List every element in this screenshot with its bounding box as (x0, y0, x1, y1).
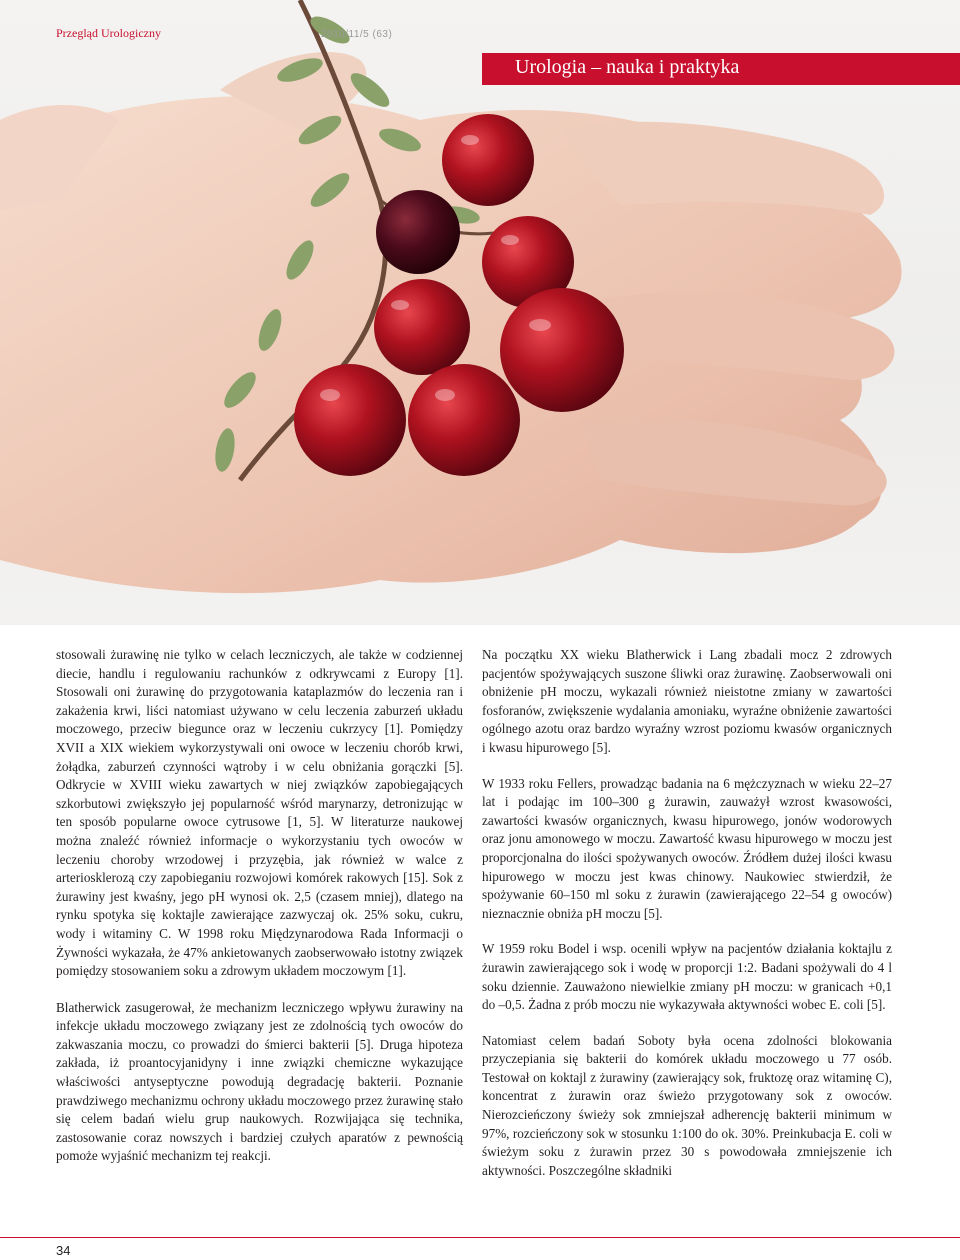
paragraph: W 1933 roku Fellers, prowadząc badania na 6 mężczyznach w wieku 22–27 lat i podając im 100–300 g żurawin, zauważył wzrost kwasowości, zawartości kwasów organicznych, kwasu hipurowego, jonów wodorowych oraz jonu amonowego w moczu. Zawartość kwasu hipurowego w moczu jest proporcjonalna do ilości spożywanych owoców. Źródłem dużej ilości kwasu hipurowego w moczu jest kwas chinowy. Naukowiec stwierdził, że spożywanie 60–150 ml soku z żurawin (zawierającego 22–54 g owoców) nieznacznie obniża pH moczu [5]. (482, 775, 892, 921)
right-column (482, 646, 892, 1197)
section-title-band (482, 53, 960, 85)
left-column (56, 646, 463, 1184)
hand-with-cranberries-image (0, 0, 960, 625)
paragraph: Na początku XX wieku Blatherwick i Lang zbadali mocz 2 zdrowych pacjentów spożywających suszone śliwki oraz żurawinę. Zaobserwowali oni obniżenie pH moczu, wykazali również nieistotne zmiany w zawartości fosforanów, zwiększenie wydalania amoniaku, wyraźne obniżenie zawartości ogólnego azotu oraz bardzo wyraźny wzrost poziomu kwasów organicznych i kwasu hipurowego [5]. (482, 647, 892, 755)
page-number: 34 (56, 1243, 71, 1258)
paragraph: stosowali żurawinę nie tylko w celach leczniczych, ale także w codziennej diecie, handlu i regulowaniu rachunków z odkrywcami z Europy [1]. Stosowali oni żurawinę do przygotowania kataplazmów do leczenia ran i zakażenia krwi, liści natomiast używano w celu leczenia zaburzeń układu moczowego, przeciw biegunce oraz w leczeniu cukrzycy [1]. Pomiędzy XVII a XIX wiekiem wykorzystywali oni owoce w leczeniu chorób krwi, żołądka, zaburzeń czynności wątroby i w celu obniżania gorączki [5]. Odkrycie w XVIII wieku zawartych w niej związków zapobiegających szkorbutowi zwiększyło jej popularność wśród marynarzy, detronizując w ten sposób popularne owoce cytrusowe [1, 5]. W literaturze naukowej można znaleźć również informacje o wykorzystaniu tych owoców w leczeniu choroby wrzodowej i przyzębia, jak również w walce z arteriosklerozą czy zapobieganiu rozwojowi komórek rakowych [15]. Sok z żurawiny jest kwaśny, jego pH wynosi ok. 2,5 (czasem mniej), dlatego na rynku spotyka się koktajle zawierające zazwyczaj ok. 25% soku, cukru, wody i witaminy C. W 1998 roku Międzynarodowa Rada Informacji o Żywności wykazała, że 47% ankietowanych zaobserwowało istotny związek pomiędzy stosowaniem soku a zdrowym układem moczowym [1]. (56, 647, 463, 979)
journal-title: Przegląd Urologiczny (56, 26, 161, 40)
running-header (56, 26, 392, 41)
paragraph: W 1959 roku Bodel i wsp. ocenili wpływ na pacjentów działania koktajlu z żurawin zawierającego sok i wodę w proporcji 1:2. Badani spożywali do 4 l soku dziennie. Zauważono niewielkie zmiany pH moczu: w granicach +0,1 do –0,5. Żadna z prób moczu nie wykazywała aktywności wobec E. coli [5]. (482, 941, 892, 1013)
footer-rule (0, 1237, 960, 1238)
cranberries-photo (0, 0, 960, 625)
section-title: Urologia – nauka i praktyka (515, 56, 740, 78)
paragraph: Natomiast celem badań Soboty była ocena zdolności blokowania przyczepiania się bakterii do komórek układu moczowego u 77 osób. Testował on koktajl z żurawiny (zawierający sok, fruktozę oraz witaminę C), koncentrat z żurawin oraz świeżo przygotowany sok z owoców. Nierozcieńczony świeży sok zmniejszał adherencję bakterii minimum w 97%, rozcieńczony sok w stosunku 1:100 do ok. 30%. Preinkubacja E. coli w świeżym soku z żurawin przez 30 s powodowała zmniejszenie ich aktywności. Poszczególne składniki (482, 1032, 892, 1178)
paragraph: Blatherwick zasugerował, że mechanizm leczniczego wpływu żurawiny na infekcje układu moczowego związany jest ze zdolnością tych owoców do zakwaszania moczu, co prowadzi do śmierci bakterii [5]. Druga hipoteza zakłada, iż proantocyjanidyny i inne związki chemiczne wykazujące właściwości antyseptyczne powodują degradację bakterii. Poznanie prawdziwego mechanizmu ochrony układu moczowego przez żurawinę stało się celem badań wielu grup naukowych. Rozwijająca się technika, zastosowanie coraz nowszych i bardziej czułych aparatów z pewnością pomoże wyjaśnić mechanizm tej reakcji. (56, 999, 463, 1164)
issue-number: 2010/11/5 (63) (320, 29, 393, 40)
